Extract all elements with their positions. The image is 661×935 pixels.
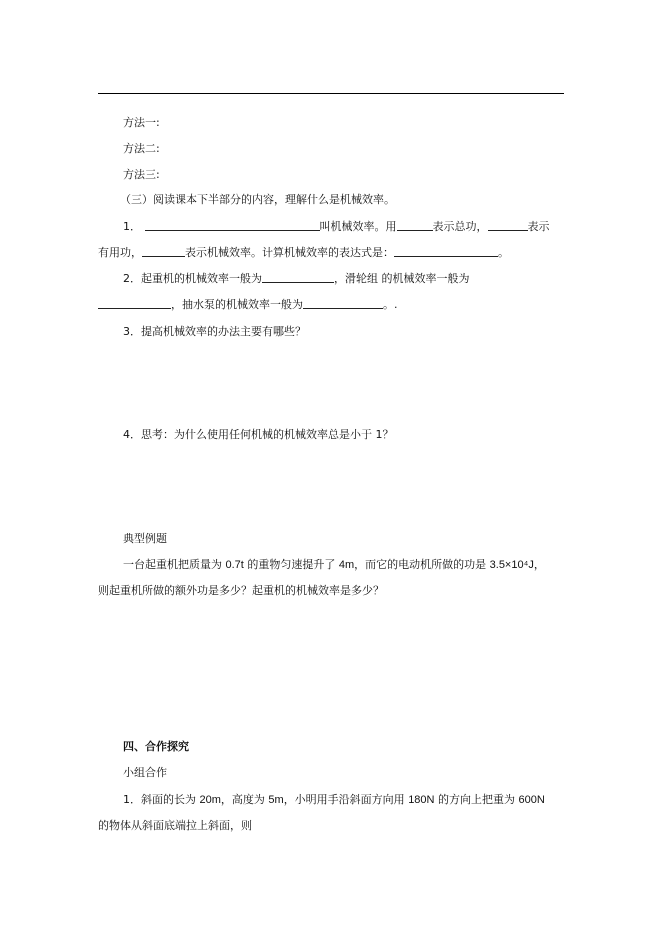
answer-blank[interactable]: [488, 220, 528, 231]
question-text: 起重机的机械效率一般为: [141, 272, 262, 285]
question-text: 表示总功，: [432, 220, 488, 233]
example-text: 的重物匀速提升了: [243, 558, 339, 571]
question-text: ，小明用手沿斜面方向用: [283, 793, 409, 806]
section-3-heading: （三）阅读课本下半部分的内容，理解什么是机械效率。: [120, 193, 395, 206]
question-2-line-1: [123, 272, 470, 286]
question-text: 表示机械效率。计算机械效率的表达式是：: [185, 246, 394, 259]
example-line-1: [123, 558, 545, 572]
answer-blank[interactable]: [303, 298, 383, 309]
mass-value: 0.7t: [225, 559, 244, 571]
answer-blank[interactable]: [262, 272, 334, 283]
question-text: 。.: [383, 298, 398, 311]
weight-value: 600N: [518, 794, 545, 806]
example-text: ，而它的电动机所做的功是: [354, 558, 490, 571]
force-value: 180N: [408, 794, 435, 806]
question-text: ，滑轮组 的机械效率一般为: [334, 272, 470, 285]
work-value: 3.5×10⁴J: [489, 559, 534, 571]
question-text: 表示: [527, 220, 550, 233]
question-3: 3．提高机械效率的办法主要有哪些？: [123, 325, 306, 338]
answer-blank[interactable]: [145, 220, 320, 231]
answer-blank[interactable]: [394, 246, 498, 257]
question-text: ，高度为: [220, 793, 269, 806]
question-number: 2．: [123, 272, 141, 285]
example-text: ，: [533, 558, 545, 571]
question-text: 。: [498, 246, 509, 259]
section-4-heading: 四、合作探究: [123, 740, 189, 753]
question-1-line-1: [123, 220, 550, 234]
height-value: 4m: [338, 559, 355, 571]
length-value: 20m: [199, 794, 221, 806]
method-2-label: 方法二:: [123, 142, 160, 155]
header-rule: [98, 93, 564, 94]
answer-blank[interactable]: [397, 220, 433, 231]
question-4: 4．思考：为什么使用任何机械的机械效率总是小于 1？: [123, 428, 394, 441]
question-text: 有用功，: [98, 246, 142, 259]
question-number: 1．: [123, 220, 141, 233]
method-3-label: 方法三:: [123, 168, 160, 181]
question-2-line-2: [98, 298, 398, 312]
example-title: 典型例题: [123, 532, 167, 545]
example-line-2: 则起重机所做的额外功是多少？起重机的机械效率是多少？: [98, 584, 384, 597]
question-text: 的方向上把重为: [434, 793, 519, 806]
question-text: ，抽水泵的机械效率一般为: [171, 298, 303, 311]
group-work-label: 小组合作: [123, 766, 167, 779]
section-4-question-1-line-2: 的物体从斜面底端拉上斜面，则: [98, 819, 252, 832]
height-value: 5m: [268, 794, 284, 806]
question-text: 1．斜面的长为: [123, 793, 200, 806]
example-text: 一台起重机把质量为: [123, 558, 226, 571]
question-text: 叫机械效率。用: [319, 220, 397, 233]
answer-blank[interactable]: [98, 298, 171, 309]
section-4-question-1-line-1: [123, 793, 545, 807]
answer-blank[interactable]: [142, 246, 185, 257]
method-1-label: 方法一:: [123, 116, 160, 129]
question-1-line-2: [98, 246, 509, 260]
